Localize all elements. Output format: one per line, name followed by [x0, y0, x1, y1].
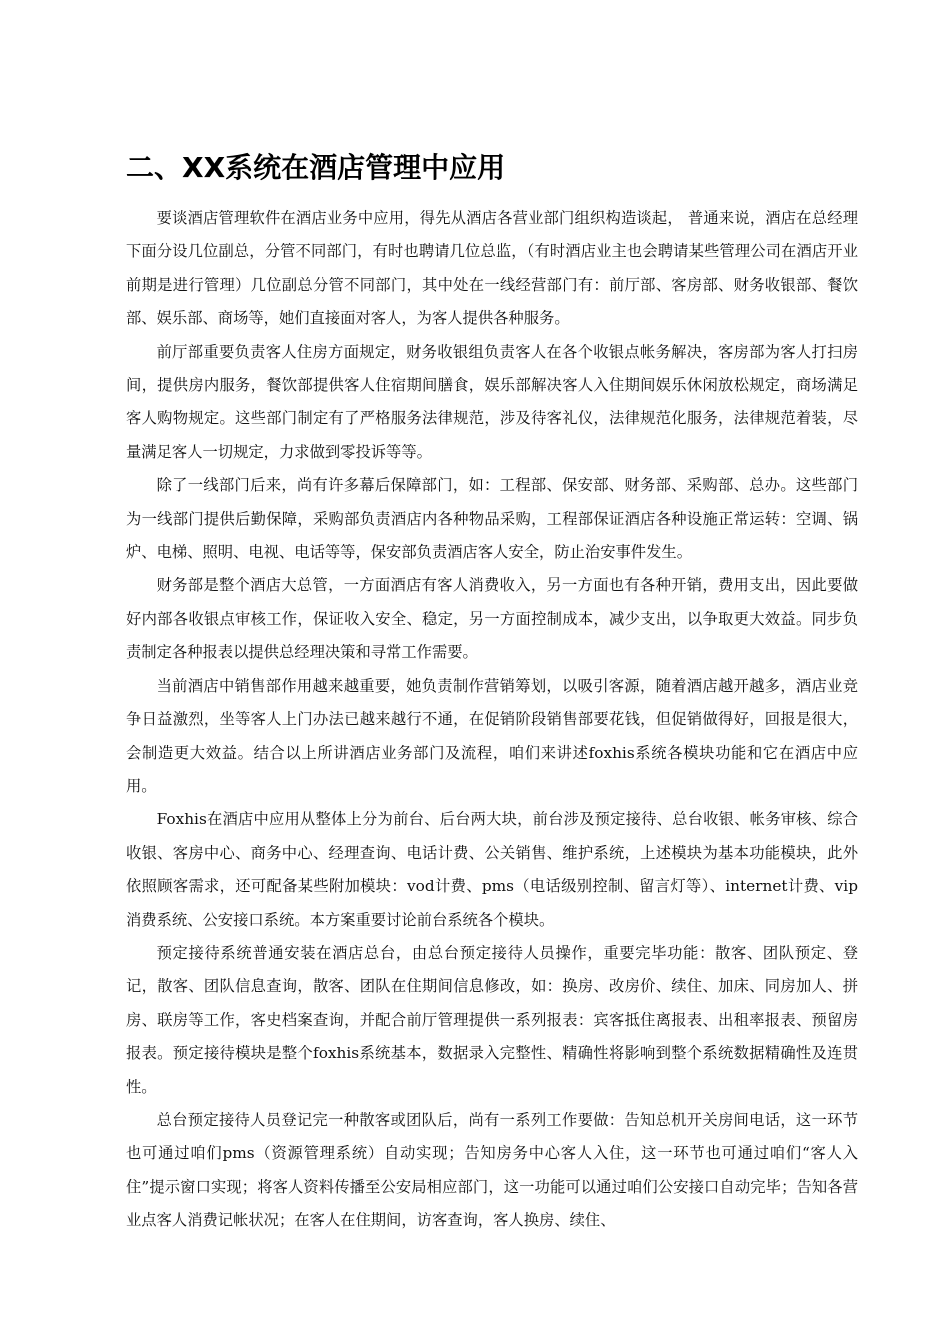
section-title: 二、XX系统在酒店管理中应用	[126, 151, 506, 184]
paragraph-5: 当前酒店中销售部作用越来越重要，她负责制作营销筹划，以吸引客源，随着酒店越开越多，酒店业竞争日益激烈，坐等客人上门办法已越来越行不通，在促销阶段销售部要花钱，但促销做得好，回报是很大，会制造更大效益。结合以上所讲酒店业务部门及流程，咱们来讲述foxhis系统各模块功能和它在酒店中应用。	[126, 676, 858, 795]
paragraph-3: 除了一线部门后来，尚有许多幕后保障部门，如：工程部、保安部、财务部、采购部、总办。这些部门为一线部门提供后勤保障，采购部负责酒店内各种物品采购，工程部保证酒店各种设施正常运转：空调、锅炉、电梯、照明、电视、电话等等，保安部负责酒店客人安全，防止治安事件发生。	[126, 476, 858, 562]
paragraph-1: 要谈酒店管理软件在酒店业务中应用，得先从酒店各营业部门组织构造谈起， 普通来说，酒店在总经理下面分设几位副总，分管不同部门，有时也聘请几位总监，（有时酒店业主也会聘请某些管理公司在酒店开业前期是进行管理）几位副总分管不同部门，其中处在一线经营部门有：前厅部、客房部、财务收银部、餐饮部、娱乐部、商场等，她们直接面对客人，为客人提供各种服务。	[126, 209, 858, 328]
paragraph-6: Foxhis在酒店中应用从整体上分为前台、后台两大块，前台涉及预定接待、总台收银、帐务审核、综合收银、客房中心、商务中心、经理查询、电话计费、公关销售、维护系统，上述模块为基本功能模块，此外依照顾客需求，还可配备某些附加模块：vod计费、pms（电话级别控制、留言灯等）、internet计费、vip消费系统、公安接口系统。本方案重要讨论前台系统各个模块。	[126, 810, 858, 929]
paragraph-7: 预定接待系统普通安装在酒店总台，由总台预定接待人员操作，重要完毕功能：散客、团队预定、登记，散客、团队信息查询，散客、团队在住期间信息修改，如：换房、改房价、续住、加床、同房加人、拼房、联房等工作，客史档案查询，并配合前厅管理提供一系列报表：宾客抵住离报表、出租率报表、预留房报表。预定接待模块是整个foxhis系统基本，数据录入完整性、精确性将影响到整个系统数据精确性及连贯性。	[126, 943, 858, 1096]
paragraph-2: 前厅部重要负责客人住房方面规定，财务收银组负责客人在各个收银点帐务解决，客房部为客人打扫房间，提供房内服务，餐饮部提供客人住宿期间膳食，娱乐部解决客人入住期间娱乐休闲放松规定，商场满足客人购物规定。这些部门制定有了严格服务法律规范，涉及待客礼仪，法律规范化服务，法律规范着装，尽量满足客人一切规定，力求做到零投诉等等。	[126, 342, 858, 461]
body-text	[126, 202, 858, 1238]
paragraph-4: 财务部是整个酒店大总管，一方面酒店有客人消费收入，另一方面也有各种开销，费用支出，因此要做好内部各收银点审核工作，保证收入安全、稳定，另一方面控制成本，减少支出，以争取更大效益。同步负责制定各种报表以提供总经理决策和寻常工作需要。	[126, 576, 858, 662]
paragraph-8: 总台预定接待人员登记完一种散客或团队后，尚有一系列工作要做：告知总机开关房间电话，这一环节也可通过咱们pms（资源管理系统）自动实现；告知房务中心客人入住，这一环节也可通过咱们“客人入住”提示窗口实现；将客人资料传播至公安局相应部门，这一功能可以通过咱们公安接口自动完毕；告知各营业点客人消费记帐状况；在客人在住期间，访客查询，客人换房、续住、	[126, 1110, 858, 1230]
